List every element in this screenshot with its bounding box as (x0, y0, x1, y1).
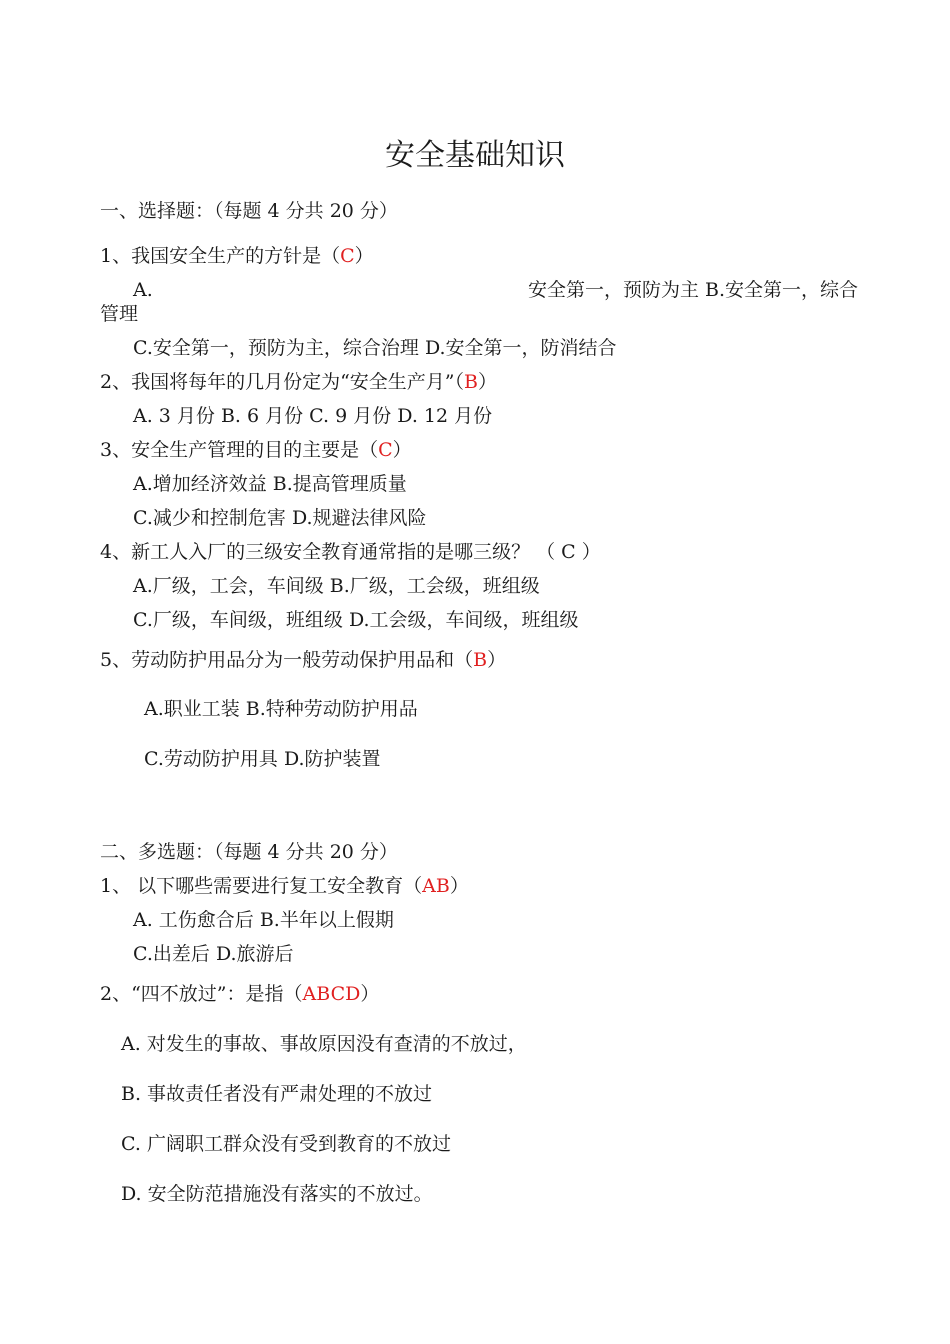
question-text: 5、劳动防护用品分为一般劳动保护用品和（ (100, 649, 474, 671)
answer-mark: C (340, 245, 355, 267)
answer-mark: AB (422, 875, 450, 897)
question-3-stem (100, 438, 412, 462)
answer-mark: ABCD (302, 983, 361, 1005)
question-3-options-cd: C.减少和控制危害 D.规避法律风险 (133, 507, 427, 529)
question-1-option-wrap: 管理 (100, 303, 139, 325)
answer-mark: B (473, 649, 488, 671)
question-1-option-a-text: 安全第一，预防为主 B.安全第一，综合 (527, 279, 858, 301)
question-text: 1、 以下哪些需要进行复工安全教育（ (100, 875, 423, 897)
mc-question-2-option-d: D. 安全防范措施没有落实的不放过。 (121, 1183, 433, 1205)
question-text: 2、“四不放过”：是指（ (100, 983, 303, 1005)
question-2-options: A. 3 月份 B. 6 月份 C. 9 月份 D. 12 月份 (133, 405, 493, 427)
mc-question-2-stem (100, 982, 379, 1006)
question-1-options-cd: C.安全第一，预防为主，综合治理 D.安全第一，防消结合 (133, 337, 617, 359)
mc-question-1-options-ab: A. 工伤愈合后 B.半年以上假期 (133, 909, 394, 931)
bracket-close: ） (392, 439, 412, 461)
question-text: 1、我国安全生产的方针是（ (100, 245, 341, 267)
mc-question-2-option-a: A. 对发生的事故、事故原因没有查清的不放过， (121, 1033, 527, 1055)
mc-question-2-option-b: B. 事故责任者没有严肃处理的不放过 (121, 1083, 433, 1105)
question-text: 3、安全生产管理的目的主要是（ (100, 439, 379, 461)
question-1-option-a-label: A. (133, 279, 153, 301)
section2-heading: 二、多选题：（每题 4 分共 20 分） (100, 841, 398, 863)
mc-question-1-stem (100, 874, 469, 898)
mc-question-2-option-c: C. 广阔职工群众没有受到教育的不放过 (121, 1133, 451, 1155)
question-3-options-ab: A.增加经济效益 B.提高管理质量 (133, 473, 407, 495)
document-title: 安全基础知识 (385, 138, 565, 173)
question-5-options-ab: A.职业工装 B.特种劳动防护用品 (144, 698, 418, 720)
question-2-stem (100, 370, 497, 394)
question-5-options-cd: C.劳动防护用具 D.防护装置 (144, 748, 381, 770)
bracket-close: ） (449, 875, 469, 897)
answer-mark: B (464, 371, 478, 393)
question-5-stem (100, 648, 506, 672)
mc-question-1-options-cd: C.出差后 D.旅游后 (133, 943, 294, 965)
answer-mark: C (378, 439, 393, 461)
question-1-stem (100, 244, 374, 268)
bracket-close: ） (354, 245, 374, 267)
bracket-close: ） (478, 371, 498, 393)
question-text: 2、我国将每年的几月份定为“安全生产月”（ (100, 371, 465, 393)
question-4-options-ab: A.厂级，工会，车间级 B.厂级，工会级，班组级 (133, 575, 540, 597)
bracket-close: ） (487, 649, 507, 671)
bracket-close: ） (360, 983, 380, 1005)
section1-heading: 一、选择题：（每题 4 分共 20 分） (100, 200, 398, 222)
question-4-stem: 4、新工人入厂的三级安全教育通常指的是哪三级？ （ C ） (100, 541, 601, 563)
question-4-options-cd: C.厂级，车间级，班组级 D.工会级，车间级，班组级 (133, 609, 579, 631)
